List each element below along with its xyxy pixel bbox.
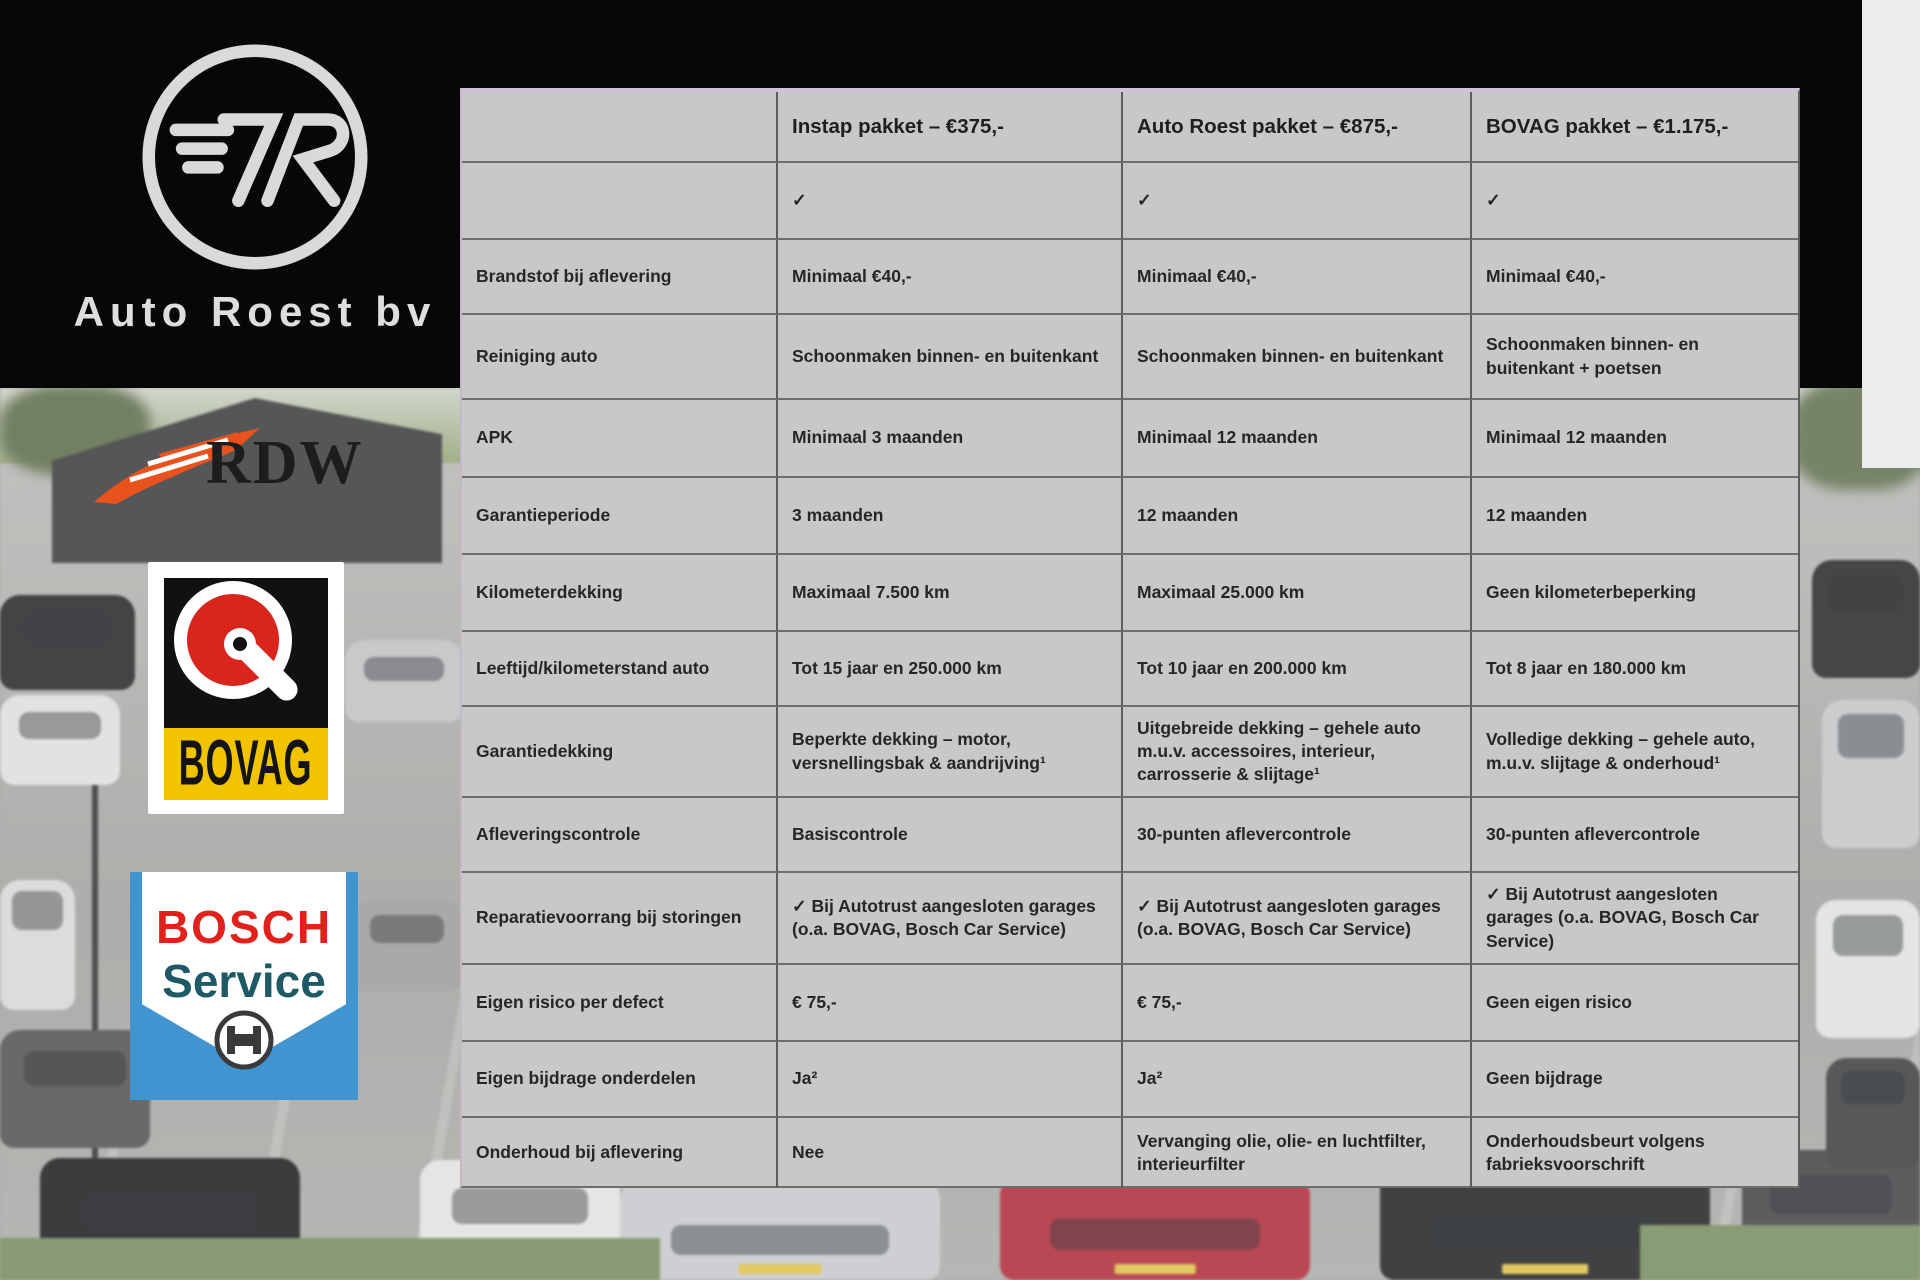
row-label: APK — [462, 400, 778, 478]
table-cell: Tot 15 jaar en 250.000 km — [778, 632, 1123, 707]
package-header: BOVAG pakket – €1.175,- — [1472, 92, 1798, 163]
bovag-logo — [148, 562, 344, 814]
row-label: Afleveringscontrole — [462, 798, 778, 873]
table-cell: ✓ Bij Autotrust aangesloten garages (o.a. BOVAG, Bosch Car Service) — [1123, 873, 1472, 965]
table-cell: Minimaal €40,- — [1472, 240, 1798, 315]
row-label: Leeftijd/kilometerstand auto — [462, 632, 778, 707]
row-label: Onderhoud bij aflevering — [462, 1118, 778, 1188]
rdw-wordmark: RDW — [206, 429, 364, 497]
table-cell: Ja² — [1123, 1042, 1472, 1118]
photo-car — [1812, 560, 1920, 678]
table-cell: Geen bijdrage — [1472, 1042, 1798, 1118]
table-cell: € 75,- — [778, 965, 1123, 1042]
table-cell: ✓ — [778, 163, 1123, 240]
table-cell: Minimaal 12 maanden — [1123, 400, 1472, 478]
row-label-header — [462, 92, 778, 163]
table-cell: 30-punten aflevercontrole — [1123, 798, 1472, 873]
table-cell: € 75,- — [1123, 965, 1472, 1042]
table-cell: Schoonmaken binnen- en buitenkant + poetsen — [1472, 315, 1798, 400]
bovag-emblem-icon — [164, 578, 328, 728]
photo-car — [1822, 700, 1920, 848]
table-cell: Geen eigen risico — [1472, 965, 1798, 1042]
photo-car — [345, 640, 463, 722]
bosch-service-wordmark: Service — [162, 955, 326, 1007]
photo-light-pole — [92, 765, 98, 1225]
bosch-wordmark: BOSCH — [155, 901, 333, 953]
table-cell: Maximaal 7.500 km — [778, 555, 1123, 632]
table-cell: Vervanging olie, olie- en luchtfilter, interieurfilter — [1123, 1118, 1472, 1188]
row-label: Reparatievoorrang bij storingen — [462, 873, 778, 965]
photo-car — [620, 1180, 940, 1280]
row-label: Brandstof bij aflevering — [462, 240, 778, 315]
photo-grass — [1640, 1225, 1920, 1280]
table-cell: Tot 10 jaar en 200.000 km — [1123, 632, 1472, 707]
bovag-wordmark: BOVAG — [179, 727, 313, 799]
table-cell: Maximaal 25.000 km — [1123, 555, 1472, 632]
table-cell: Nee — [778, 1118, 1123, 1188]
table-cell: 3 maanden — [778, 478, 1123, 555]
photo-car — [0, 595, 135, 690]
table-cell: ✓ — [1472, 163, 1798, 240]
table-cell: Onderhoudsbeurt volgens fabrieksvoorschrift — [1486, 1130, 1705, 1174]
table-cell: Schoonmaken binnen- en buitenkant — [1123, 315, 1472, 400]
photo-car — [1826, 1058, 1920, 1168]
row-label: Eigen risico per defect — [462, 965, 778, 1042]
auto-roest-logo — [55, 10, 455, 382]
table-cell: Minimaal 12 maanden — [1472, 400, 1798, 478]
table-cell: Minimaal 3 maanden — [778, 400, 1123, 478]
photo-car — [40, 1158, 300, 1278]
row-label: Reiniging auto — [462, 315, 778, 400]
row-label — [462, 163, 778, 240]
table-cell: Minimaal €40,- — [778, 240, 1123, 315]
table-cell: Ja² — [778, 1042, 1123, 1118]
table-cell: ✓ Bij Autotrust aangesloten garages (o.a. BOVAG, Bosch Car Service) — [1472, 873, 1798, 965]
table-cell: Geen kilometerbeperking — [1472, 555, 1798, 632]
photo-car — [0, 880, 75, 1010]
table-cell: Volledige dekking – gehele auto, m.u.v. slijtage & onderhoud¹ — [1472, 707, 1798, 798]
photo-car — [0, 1030, 150, 1148]
table-cell: Schoonmaken binnen- en buitenkant — [778, 315, 1123, 400]
table-cell: Basiscontrole — [778, 798, 1123, 873]
table-cell: ✓ — [1123, 163, 1472, 240]
bosch-armature-icon — [212, 1008, 276, 1072]
table-cell: Uitgebreide dekking – gehele auto m.u.v. accessoires, interieur, carrosserie & slijtage¹ — [1123, 707, 1472, 798]
package-header: Auto Roest pakket – €875,- — [1123, 92, 1472, 163]
bosch-service-logo — [130, 872, 358, 1100]
photo-sky-strip — [1862, 0, 1920, 468]
photo-car — [352, 900, 462, 992]
row-label: Eigen bijdrage onderdelen — [462, 1042, 778, 1118]
table-cell: 30-punten aflevercontrole — [1472, 798, 1798, 873]
table-cell: Minimaal €40,- — [1123, 240, 1472, 315]
auto-roest-7r-monogram-icon — [130, 32, 380, 282]
table-cell: 12 maanden — [1123, 478, 1472, 555]
bovag-wordmark-panel — [164, 728, 328, 800]
table-cell: Beperkte dekking – motor, versnellingsbak & aandrijving¹ — [778, 707, 1123, 798]
photo-car — [1816, 900, 1920, 1038]
row-label: Kilometerdekking — [462, 555, 778, 632]
pakket-table — [460, 88, 1800, 1188]
photo-grass — [0, 1238, 660, 1280]
row-label: Garantieperiode — [462, 478, 778, 555]
table-cell: Tot 8 jaar en 180.000 km — [1472, 632, 1798, 707]
rdw-logo — [88, 420, 364, 535]
photo-car — [0, 695, 120, 785]
photo-car — [1000, 1175, 1310, 1280]
table-cell: 12 maanden — [1472, 478, 1798, 555]
table-cell: ✓ Bij Autotrust aangesloten garages (o.a. BOVAG, Bosch Car Service) — [778, 873, 1123, 965]
company-name: Auto Roest bv — [73, 288, 437, 335]
package-header: Instap pakket – €375,- — [778, 92, 1123, 163]
row-label: Garantiedekking — [462, 707, 778, 798]
